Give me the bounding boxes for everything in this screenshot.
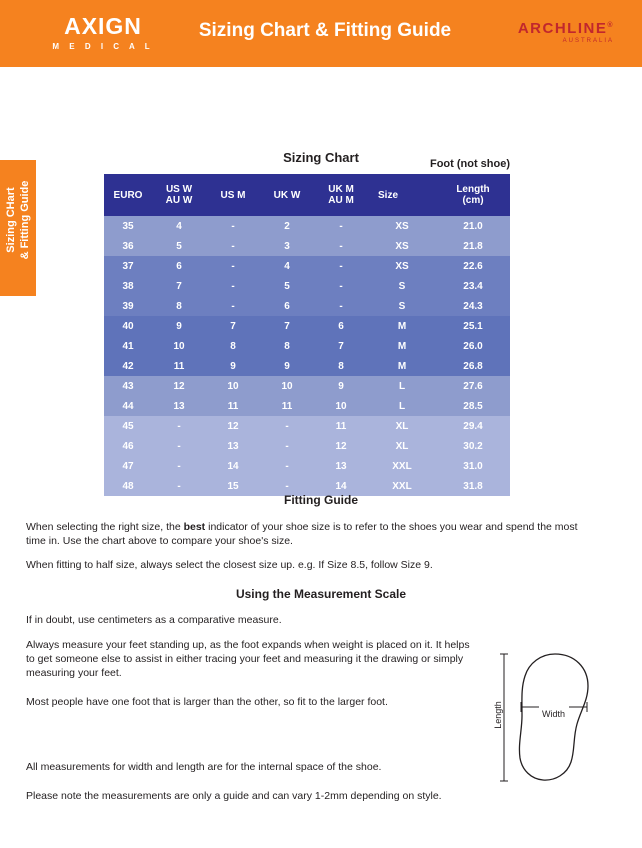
cell-us-w: 4 (152, 216, 206, 236)
cell-us-m: - (206, 296, 260, 316)
measurement-paragraph-1: If in doubt, use centimeters as a comparative measure. (26, 614, 282, 626)
table-row (104, 236, 510, 256)
cell-length: 21.8 (436, 236, 510, 256)
cell-us-m: - (206, 236, 260, 256)
table-row (104, 416, 510, 436)
cell-length: 28.5 (436, 396, 510, 416)
cell-length: 23.4 (436, 276, 510, 296)
column-header-us-w: US W AU W (152, 174, 206, 216)
cell-length: 21.0 (436, 216, 510, 236)
cell-us-m: 13 (206, 436, 260, 456)
table-row (104, 256, 510, 276)
cell-size: S (368, 276, 436, 296)
cell-size: XL (368, 416, 436, 436)
cell-euro: 48 (104, 476, 152, 496)
cell-size: L (368, 396, 436, 416)
cell-us-m: 8 (206, 336, 260, 356)
cell-euro: 36 (104, 236, 152, 256)
cell-us-w: 6 (152, 256, 206, 276)
table-row (104, 316, 510, 336)
cell-us-m: 15 (206, 476, 260, 496)
cell-uk-m: - (314, 276, 368, 296)
measurement-paragraph-5: Please note the measurements are only a guide and can vary 1-2mm depending on style. (26, 790, 442, 802)
cell-uk-w: 6 (260, 296, 314, 316)
table-row (104, 336, 510, 356)
cell-size: XL (368, 436, 436, 456)
cell-uk-m: - (314, 216, 368, 236)
cell-uk-m: 6 (314, 316, 368, 336)
cell-size: XS (368, 236, 436, 256)
cell-us-w: 8 (152, 296, 206, 316)
cell-us-m: - (206, 216, 260, 236)
table-row (104, 456, 510, 476)
axign-medical-logo (28, 14, 178, 51)
table-row (104, 276, 510, 296)
column-header-uk-w: UK W (260, 174, 314, 216)
foot-not-shoe-note: Foot (not shoe) (429, 158, 511, 170)
cell-us-m: 9 (206, 356, 260, 376)
sizing-chart-body (104, 216, 510, 496)
side-tab-label: Sizing CHart & Fitting Guide (5, 180, 31, 260)
cell-us-m: 12 (206, 416, 260, 436)
cell-us-w: 7 (152, 276, 206, 296)
measurement-scale-heading: Using the Measurement Scale (235, 587, 407, 601)
cell-size: M (368, 356, 436, 376)
measurement-paragraph-4: All measurements for width and length are for the internal space of the shoe. (26, 761, 382, 773)
page-title: Sizing Chart & Fitting Guide (198, 20, 452, 41)
cell-euro: 44 (104, 396, 152, 416)
cell-length: 29.4 (436, 416, 510, 436)
foot-measurement-diagram (492, 650, 615, 785)
measurement-paragraph-2: Always measure your feet standing up, as the foot expands when weight is placed on it. It helps to get someone else to assist in either tracing your feet and measuring it the drawing or simply measuring your feet. (26, 639, 470, 679)
cell-us-w: 9 (152, 316, 206, 336)
cell-uk-w: - (260, 476, 314, 496)
cell-uk-w: - (260, 456, 314, 476)
cell-euro: 39 (104, 296, 152, 316)
cell-us-m: 11 (206, 396, 260, 416)
cell-length: 31.0 (436, 456, 510, 476)
cell-uk-w: 5 (260, 276, 314, 296)
cell-euro: 35 (104, 216, 152, 236)
table-row (104, 216, 510, 236)
cell-uk-m: 12 (314, 436, 368, 456)
fitting-paragraph-1: When selecting the right size, the best indicator of your shoe size is to refer to the shoes you wear and spend the most time in. Use the chart above to compare your shoe's size. (26, 521, 578, 547)
cell-uk-w: 2 (260, 216, 314, 236)
table-row (104, 396, 510, 416)
cell-length: 24.3 (436, 296, 510, 316)
cell-uk-m: 11 (314, 416, 368, 436)
cell-us-w: - (152, 476, 206, 496)
cell-us-w: 10 (152, 336, 206, 356)
cell-euro: 42 (104, 356, 152, 376)
cell-us-w: 11 (152, 356, 206, 376)
cell-uk-w: 8 (260, 336, 314, 356)
cell-size: XS (368, 216, 436, 236)
cell-length: 30.2 (436, 436, 510, 456)
cell-size: XXL (368, 476, 436, 496)
cell-uk-w: 9 (260, 356, 314, 376)
cell-length: 31.8 (436, 476, 510, 496)
cell-uk-m: - (314, 296, 368, 316)
cell-uk-m: - (314, 256, 368, 276)
column-header-euro: EURO (104, 174, 152, 216)
cell-euro: 40 (104, 316, 152, 336)
cell-uk-m: 13 (314, 456, 368, 476)
cell-euro: 38 (104, 276, 152, 296)
cell-size: L (368, 376, 436, 396)
cell-uk-w: 7 (260, 316, 314, 336)
cell-euro: 46 (104, 436, 152, 456)
cell-us-w: 12 (152, 376, 206, 396)
cell-uk-w: 4 (260, 256, 314, 276)
cell-euro: 43 (104, 376, 152, 396)
diagram-width-label: Width (542, 709, 566, 719)
cell-size: S (368, 296, 436, 316)
cell-us-m: - (206, 276, 260, 296)
page-header (0, 0, 642, 67)
cell-size: XS (368, 256, 436, 276)
table-row (104, 296, 510, 316)
cell-uk-w: - (260, 416, 314, 436)
table-row (104, 356, 510, 376)
registered-trademark-icon: ® (607, 22, 614, 29)
column-header-uk-m: UK M AU M (314, 174, 368, 216)
cell-euro: 37 (104, 256, 152, 276)
cell-us-w: - (152, 436, 206, 456)
cell-euro: 45 (104, 416, 152, 436)
cell-uk-m: 10 (314, 396, 368, 416)
archline-logo (518, 20, 614, 44)
cell-length: 26.8 (436, 356, 510, 376)
axign-tagline: M E D I C A L (52, 42, 154, 51)
cell-length: 22.6 (436, 256, 510, 276)
cell-euro: 47 (104, 456, 152, 476)
cell-uk-w: - (260, 436, 314, 456)
cell-uk-m: 7 (314, 336, 368, 356)
table-header-row (104, 174, 510, 216)
cell-uk-m: 14 (314, 476, 368, 496)
fitting-guide-heading: Fitting Guide (284, 493, 358, 507)
cell-uk-w: 3 (260, 236, 314, 256)
cell-us-w: 5 (152, 236, 206, 256)
cell-uk-m: 9 (314, 376, 368, 396)
axign-wordmark: AXIGN (64, 13, 142, 39)
cell-size: XXL (368, 456, 436, 476)
column-header-size: Size (368, 174, 436, 216)
cell-us-m: 14 (206, 456, 260, 476)
cell-uk-w: 10 (260, 376, 314, 396)
cell-euro: 41 (104, 336, 152, 356)
measurement-paragraph-3: Most people have one foot that is larger than the other, so fit to the larger foot. (26, 696, 388, 708)
side-tab (0, 160, 36, 296)
archline-tagline: AUSTRALIA (562, 38, 614, 44)
cell-length: 27.6 (436, 376, 510, 396)
fitting-emphasis: best (183, 521, 206, 533)
archline-wordmark: ARCHLINE® (517, 20, 614, 37)
cell-us-w: - (152, 456, 206, 476)
cell-length: 26.0 (436, 336, 510, 356)
cell-size: M (368, 336, 436, 356)
cell-us-m: - (206, 256, 260, 276)
sizing-chart-table (104, 174, 510, 496)
cell-us-w: 13 (152, 396, 206, 416)
column-header-us-m: US M (206, 174, 260, 216)
fitting-paragraph-2: When fitting to half size, always select the closest size up. e.g. If Size 8.5, follow Size 9. (26, 559, 433, 571)
cell-uk-m: - (314, 236, 368, 256)
cell-us-m: 10 (206, 376, 260, 396)
cell-uk-w: 11 (260, 396, 314, 416)
diagram-length-label: Length (492, 701, 503, 729)
cell-length: 25.1 (436, 316, 510, 336)
cell-uk-m: 8 (314, 356, 368, 376)
column-header-length: Length (cm) (436, 174, 510, 216)
sizing-chart-title: Sizing Chart (283, 150, 359, 165)
table-row (104, 376, 510, 396)
cell-size: M (368, 316, 436, 336)
cell-us-w: - (152, 416, 206, 436)
cell-us-m: 7 (206, 316, 260, 336)
table-row (104, 436, 510, 456)
